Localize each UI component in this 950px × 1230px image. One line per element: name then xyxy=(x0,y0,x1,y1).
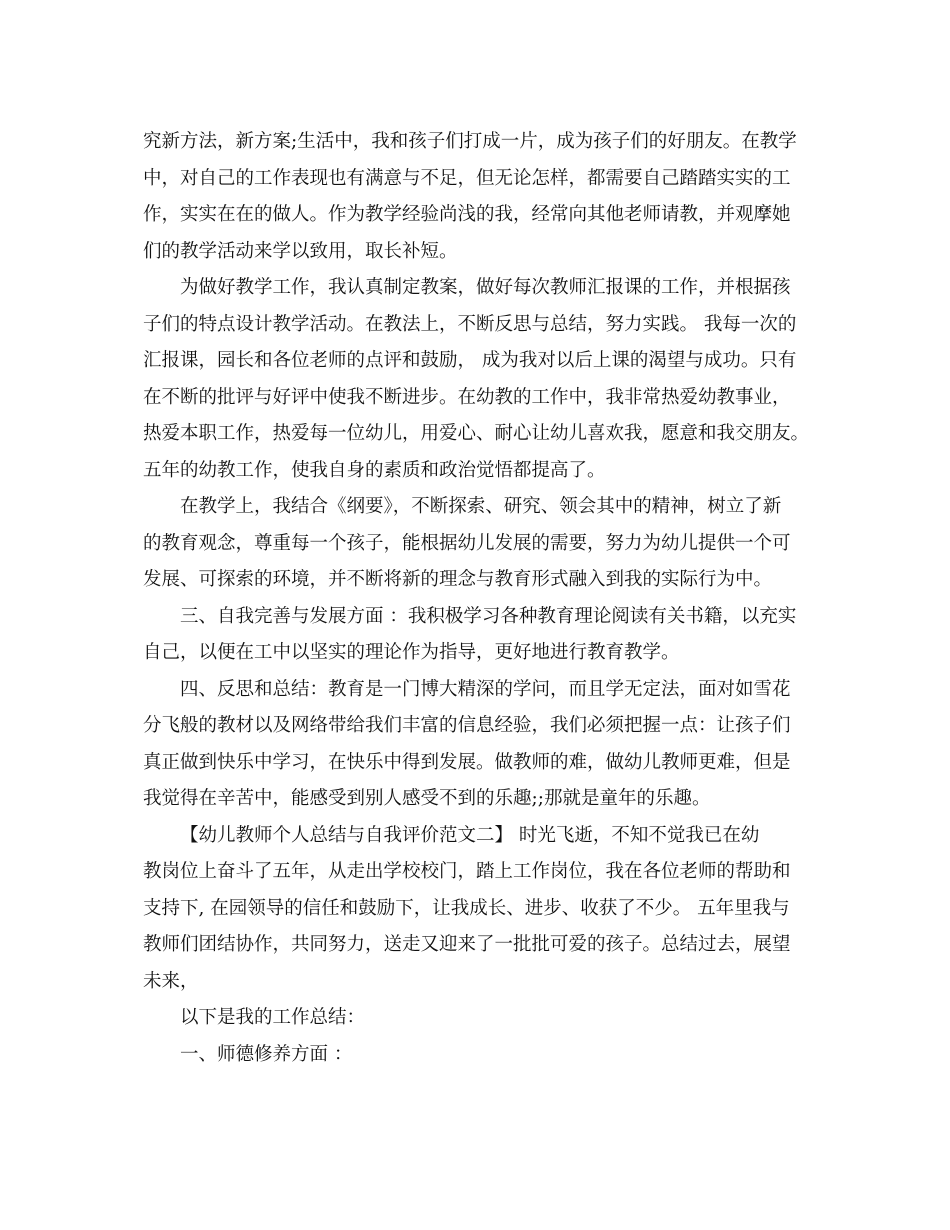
text-line: 发展、可探索的环境，并不断将新的理念与教育形式融入到我的实际行为中。 xyxy=(143,569,773,590)
text-line: 我觉得在辛苦中，能感受到别人感受不到的乐趣;;那就是童年的乐趣。 xyxy=(143,788,711,809)
text-line: 分飞般的教材以及网络带给我们丰富的信息经验，我们必须把握一点：让孩子们 xyxy=(143,715,791,736)
text-line: 作，实实在在的做人。作为教学经验尚浅的我，经常向其他老师请教，并观摩她 xyxy=(143,204,791,225)
paragraph-start-line: 以下是我的工作总结： xyxy=(180,1007,366,1028)
paragraph-start-line: 为做好教学工作，我认真制定教案，做好每次教师汇报课的工作，并根据孩 xyxy=(180,277,791,298)
text-line: 热爱本职工作，热爱每一位幼儿，用爱心、耐心让幼儿喜欢我，愿意和我交朋友。 xyxy=(143,423,810,444)
text-line: 在不断的批评与好评中使我不断进步。在幼教的工作中，我非常热爱幼教事业， xyxy=(143,386,791,408)
text-line: 汇报课，园长和各位老师的点评和鼓励， 成为我对以后上课的渴望与成功。只有 xyxy=(143,350,797,371)
text-line: 自己，以便在工中以坚实的理论作为指导，更好地进行教育教学。 xyxy=(143,642,680,663)
text-line: 支持下, 在园领导的信任和鼓励下，让我成长、进步、收获了不少。 五年里我与 xyxy=(143,897,790,919)
section-title-line: 【幼儿教师个人总结与自我评价范文二】 时光飞逝，不知不觉我已在幼 xyxy=(180,824,760,846)
section-heading-line: 四、反思和总结：教育是一门博大精深的学问，而且学无定法，面对如雪花 xyxy=(180,678,791,700)
text-line: 的教育观念，尊重每一个孩子，能根据幼儿发展的需要，努力为幼儿提供一个可 xyxy=(143,532,791,554)
text-line: 教岗位上奋斗了五年，从走出学校校门，踏上工作岗位，我在各位老师的帮助和 xyxy=(143,861,791,882)
text-line: 五年的幼教工作，使我自身的素质和政治觉悟都提高了。 xyxy=(143,459,606,481)
text-line: 真正做到快乐中学习，在快乐中得到发展。做教师的难，做幼儿教师更难，但是 xyxy=(143,751,791,773)
text-line: 们的教学活动来学以致用，取长补短。 xyxy=(143,240,458,262)
section-heading-line: 三、自我完善与发展方面 ：我积极学习各种教育理论阅读有关书籍，以充实 xyxy=(180,605,797,627)
text-line: 中，对自己的工作表现也有满意与不足，但无论怎样，都需要自己踏踏实实的工 xyxy=(143,167,791,189)
paragraph-start-line: 在教学上，我结合《纲要》，不断探索、研究、领会其中的精神，树立了新 xyxy=(180,496,782,517)
section-heading-line: 一、师德修养方面 ： xyxy=(180,1043,353,1065)
text-line: 究新方法，新方案;生活中，我和孩子们打成一片，成为孩子们的好朋友。在教学 xyxy=(143,131,797,152)
body-text xyxy=(143,124,813,1073)
text-line: 教师们团结协作，共同努力，送走又迎来了一批批可爱的孩子。总结过去，展望 xyxy=(143,934,791,955)
text-line: 未来， xyxy=(143,970,199,992)
text-line: 子们的特点设计教学活动。在教法上，不断反思与总结，努力实践。 我每一次的 xyxy=(143,313,797,335)
